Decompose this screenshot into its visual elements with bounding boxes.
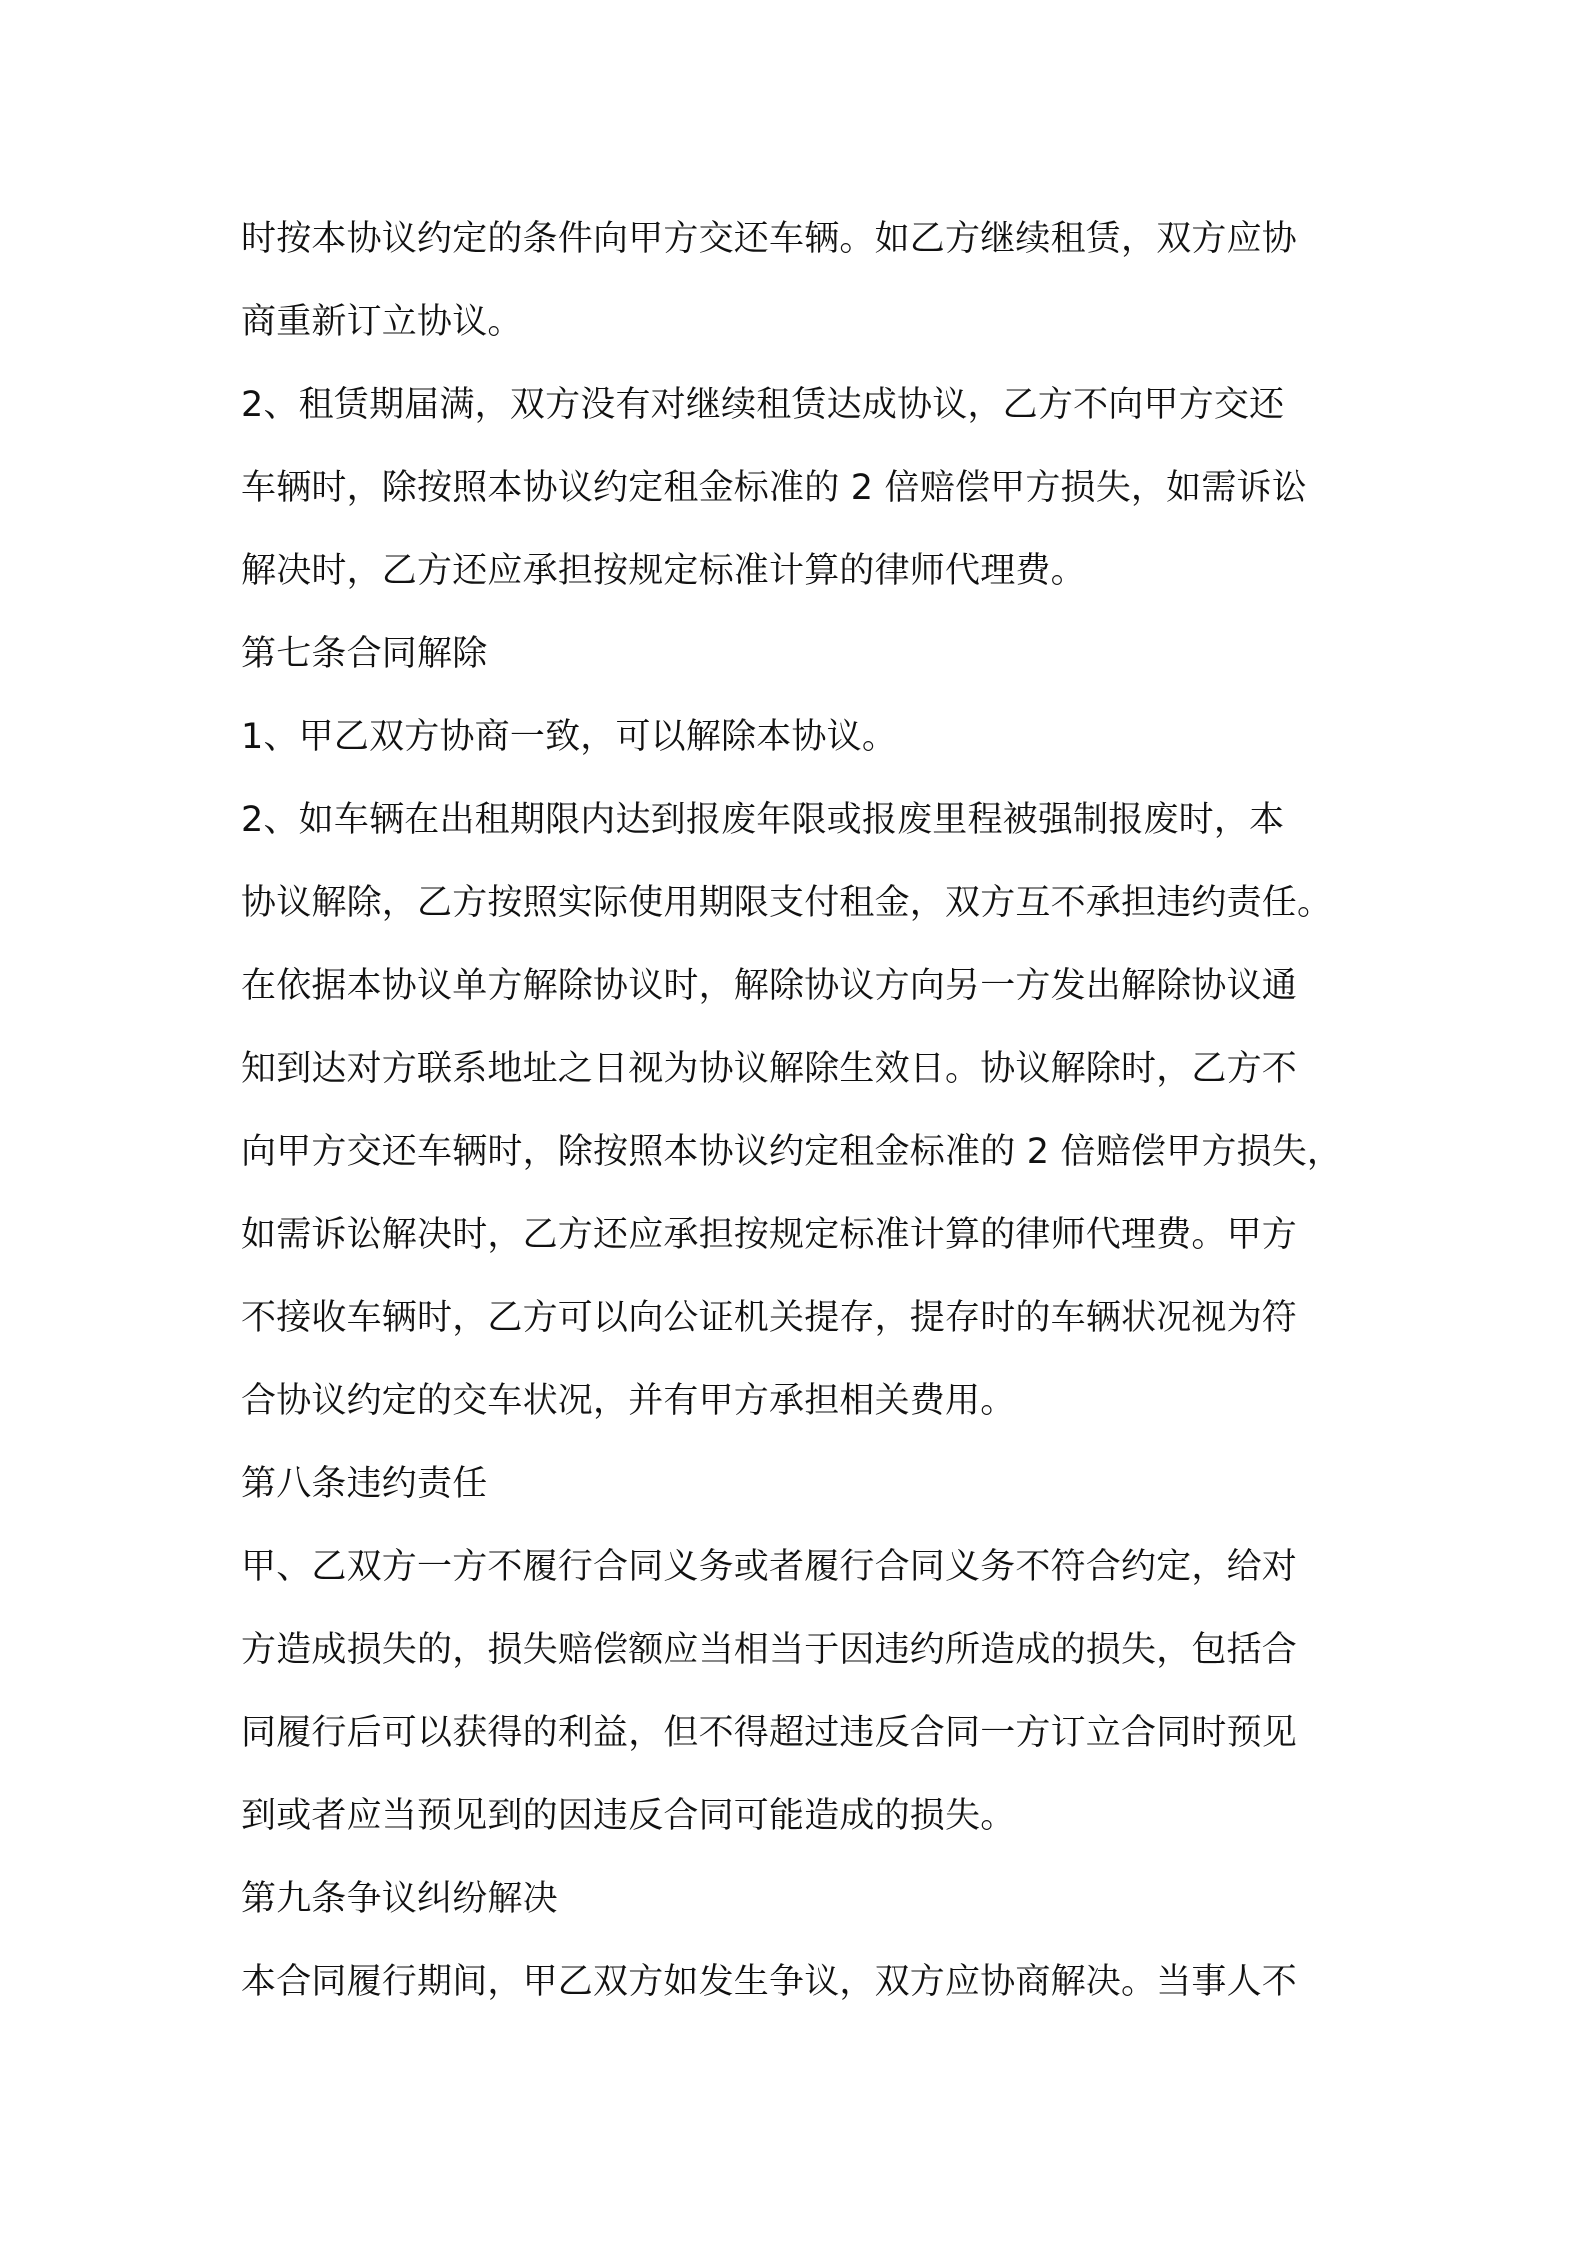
text-line: 1、甲乙双方协商一致，可以解除本协议。 — [241, 717, 898, 757]
text-line: 如需诉讼解决时，乙方还应承担按规定标准计算的律师代理费。甲方 — [241, 1215, 1298, 1255]
text-line: 2、租赁期届满，双方没有对继续租赁达成协议，乙方不向甲方交还 — [241, 385, 1285, 425]
section-heading: 第八条违约责任 — [241, 1464, 488, 1504]
text-line: 本合同履行期间，甲乙双方如发生争议，双方应协商解决。当事人不 — [241, 1962, 1298, 2002]
text-line: 知到达对方联系地址之日视为协议解除生效日。协议解除时，乙方不 — [241, 1049, 1298, 1089]
text-line: 在依据本协议单方解除协议时，解除协议方向另一方发出解除协议通 — [241, 966, 1298, 1006]
text-line: 方造成损失的，损失赔偿额应当相当于因违约所造成的损失，包括合 — [241, 1630, 1298, 1670]
text-line: 商重新订立协议。 — [241, 302, 523, 342]
text-line: 协议解除，乙方按照实际使用期限支付租金，双方互不承担违约责任。 — [241, 883, 1333, 923]
text-line: 车辆时，除按照本协议约定租金标准的 2 倍赔偿甲方损失，如需诉讼 — [241, 468, 1307, 508]
document-body — [241, 198, 1361, 2024]
text-line: 不接收车辆时，乙方可以向公证机关提存，提存时的车辆状况视为符 — [241, 1298, 1298, 1338]
text-line: 时按本协议约定的条件向甲方交还车辆。如乙方继续租赁，双方应协 — [241, 219, 1298, 259]
section-heading: 第七条合同解除 — [241, 634, 488, 674]
text-line: 甲、乙双方一方不履行合同义务或者履行合同义务不符合约定，给对 — [241, 1547, 1298, 1587]
text-line: 到或者应当预见到的因违反合同可能造成的损失。 — [241, 1796, 1016, 1836]
text-line: 2、如车辆在出租期限内达到报废年限或报废里程被强制报废时，本 — [241, 800, 1285, 840]
section-heading: 第九条争议纠纷解决 — [241, 1879, 558, 1919]
text-line: 解决时，乙方还应承担按规定标准计算的律师代理费。 — [241, 551, 1086, 591]
text-line: 合协议约定的交车状况，并有甲方承担相关费用。 — [241, 1381, 1016, 1421]
text-line: 同履行后可以获得的利益，但不得超过违反合同一方订立合同时预见 — [241, 1713, 1298, 1753]
text-line: 向甲方交还车辆时，除按照本协议约定租金标准的 2 倍赔偿甲方损失， — [241, 1132, 1343, 1172]
